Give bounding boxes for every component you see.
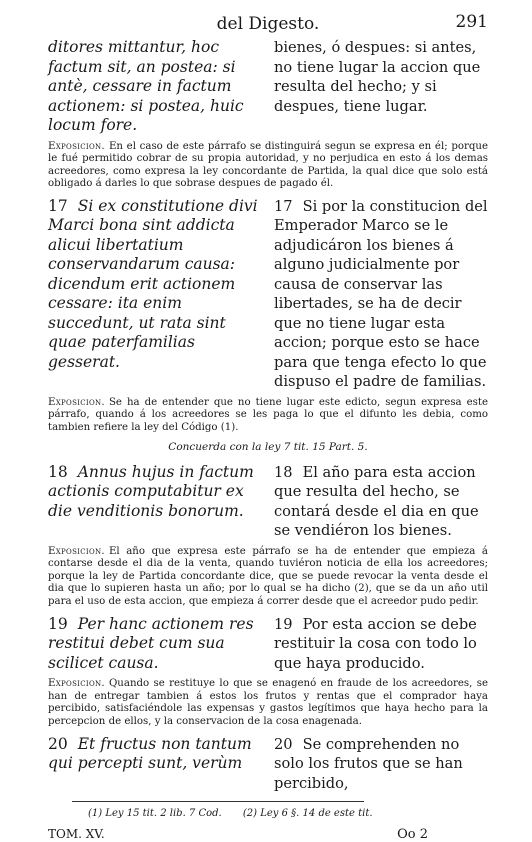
exposicion-label: Exposicion.: [48, 396, 105, 408]
section-number: 17: [274, 197, 293, 215]
parallel-block: [48, 38, 488, 136]
exposicion: [48, 397, 488, 435]
page-footer: [48, 827, 488, 842]
running-title: del Digesto.: [216, 14, 320, 34]
parallel-block: [48, 735, 488, 794]
section-number: 17: [48, 196, 68, 215]
latin-text: 20 Et fructus non tantum qui percepti sunt, verùm: [48, 734, 252, 772]
parallel-block: [48, 463, 488, 541]
page: [48, 12, 488, 842]
exposicion-text: Quando se restituye lo que se enagenó en fraude de los acreedores, se han de entregar tambien á estos los frutos y rentas que el comprador haya percibido, satisfaciéndole las expensas y gastos legítimos que haya hecho para la percepcion de ellos, y la conservacion de la cosa enagenada.: [48, 678, 488, 727]
footnotes: [88, 808, 488, 819]
section-number: 20: [48, 734, 68, 753]
section-number: 18: [48, 462, 68, 481]
latin-text: 18 Annus hujus in factum actionis computabitur ex die venditionis bonorum.: [48, 462, 254, 520]
spanish-text: 20 Se comprehenden no solo los frutos que se han percibido,: [274, 735, 463, 792]
latin-text: 19 Per hanc actionem res restitui debet cum sua scilicet causa.: [48, 614, 254, 672]
spanish-text: 17 Si por la constitucion del Emperador Marco se le adjudicáron los bienes á alguno judicialmente por causa de conservar las libertades, se ha de decir que no tiene lugar esta accion; porque esto se hace para que tenga efecto lo que dispuso el padre de familias.: [274, 197, 488, 391]
volume-label: TOM. XV.: [48, 827, 105, 841]
exposicion-label: Exposicion.: [48, 545, 105, 557]
section-number: 19: [48, 614, 68, 633]
signature-mark: Oo 2: [397, 827, 428, 842]
footnote: (2) Ley 6 §. 14 de este tit.: [242, 808, 373, 819]
exposicion: [48, 678, 488, 728]
exposicion-text: Se ha de entender que no tiene lugar este edicto, segun expresa este párrafo, quando á los acreedores se les paga lo que el difunto les debia, como tambien refiere la ley del Código (1).: [48, 396, 488, 434]
spanish-text: 18 El año para esta accion que resulta del hecho, se contará desde el dia en que se vendiéron los bienes.: [274, 463, 479, 540]
section-number: 18: [274, 463, 293, 481]
exposicion-text: El año que expresa este párrafo se ha de entender que empieza á contarse desde el dia de la venta, quando tuviéron noticia de ella los acreedores; porque la ley de Partida concordante dice, que se puede revocar la venta desde el dia que lo supieren hasta un año; por lo qual se ha dicho (2), que se da un año util para el uso de esta accion, que empieza á correr desde que el acreedor pudo pedir.: [48, 545, 488, 608]
parallel-block: [48, 615, 488, 674]
running-head: [48, 12, 488, 38]
exposicion: [48, 141, 488, 191]
page-number: 291: [455, 12, 488, 32]
parallel-block: [48, 197, 488, 392]
exposicion-text: En el caso de este párrafo se distinguirá segun se expresa en él; porque le fué permitido cobrar de su propia autoridad, y no perjudica en esto á los demas acreedores, como expresa la ley concordante de Partida, la qual dice que solo está obligado á darles lo que sobrase despues de pagado él.: [48, 140, 488, 190]
latin-text: 17 Si ex constitutione divi Marci bona sint addicta alicui libertatium conservandarum causa: dicendum erit actionem cessare: ita enim succedunt, ut rata sint quae paterfamilias gesserat.: [48, 196, 258, 371]
exposicion: [48, 546, 488, 609]
footnote-rule: [72, 801, 364, 802]
spanish-text: bienes, ó despues: si antes, no tiene lugar la accion que resulta del hecho; y si despues, tiene lugar.: [274, 39, 481, 115]
concordance-note: Concuerda con la ley 7 tit. 15 Part. 5.: [168, 440, 368, 453]
latin-text: ditores mittantur, hoc factum sit, an postea: si antè, cessare in factum actionem: si postea, huic locum fore.: [48, 38, 244, 134]
section-number: 20: [274, 735, 293, 753]
section-number: 19: [274, 615, 293, 633]
exposicion-label: Exposicion.: [48, 140, 105, 152]
spanish-text: 19 Por esta accion se debe restituir la cosa con todo lo que haya producido.: [274, 615, 477, 672]
footnote: (1) Ley 15 tit. 2 lib. 7 Cod.: [88, 808, 222, 819]
exposicion-label: Exposicion.: [48, 678, 105, 690]
